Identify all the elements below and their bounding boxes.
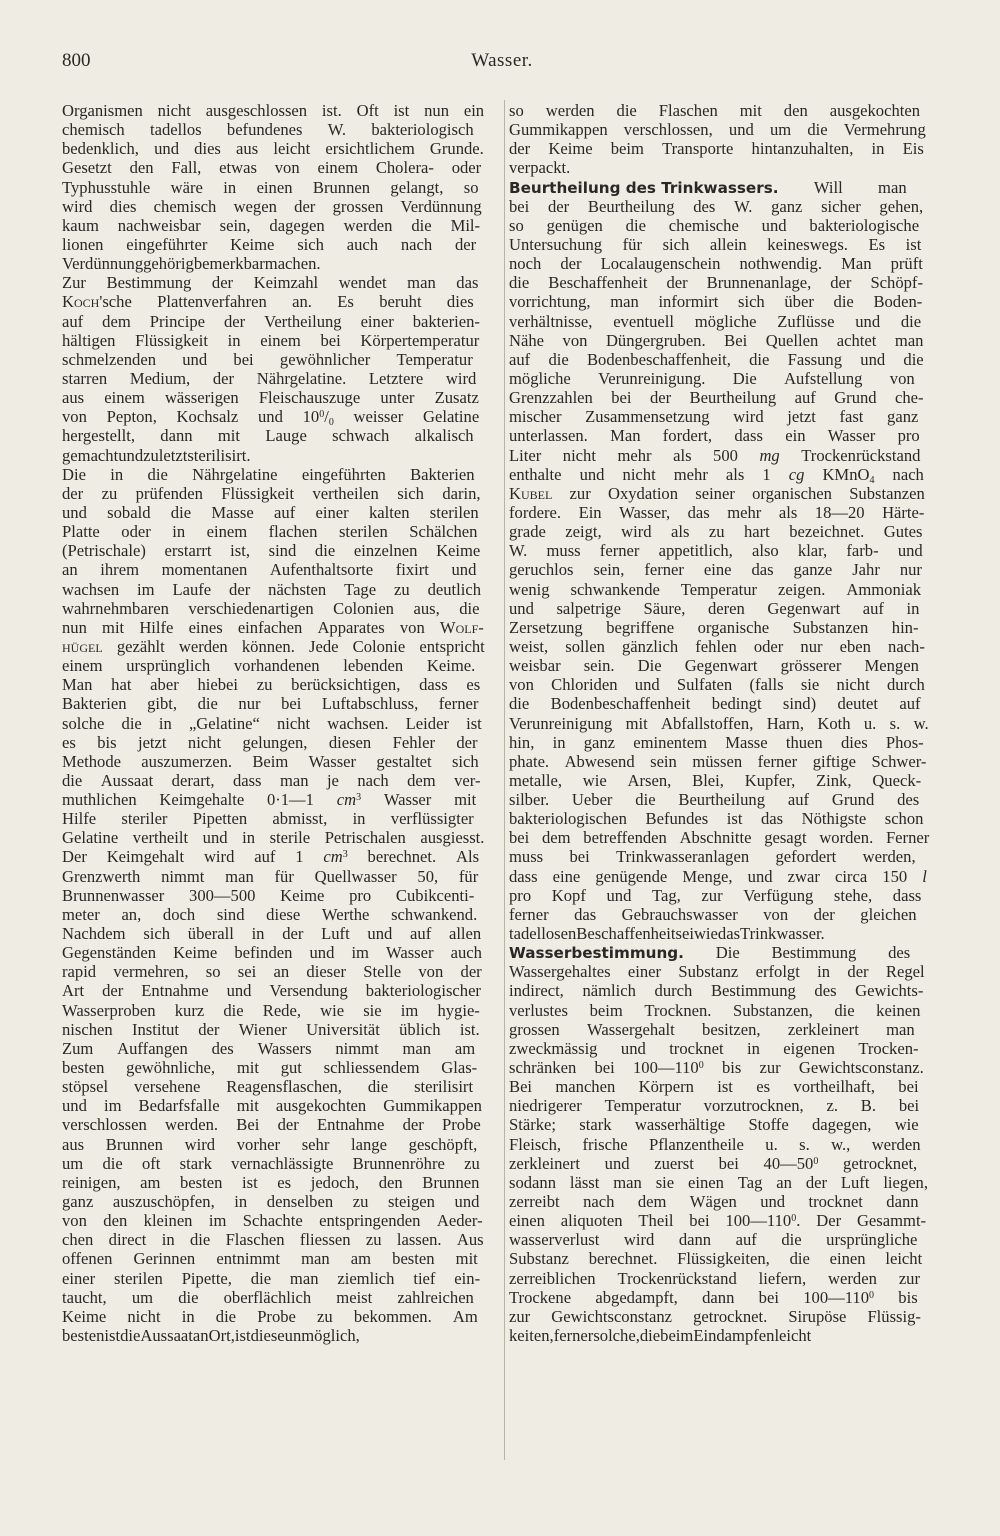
text-line: weisbar sein. Die Gegenwart grösserer Mengen bbox=[509, 656, 919, 676]
text-line: (Petrischale) erstarrt ist, sind die einzelnen Keime bbox=[62, 541, 481, 561]
text-line: Bakterien gibt, die nur bei Luftabschluss, ferner bbox=[62, 694, 479, 714]
text-line: pro Kopf und Tag, zur Verfügung stehe, dass bbox=[509, 885, 922, 905]
text-line: Nähe von Düngergruben. Bei Quellen achtet man bbox=[509, 330, 924, 350]
text-line: und sobald die Masse auf einer kalten sterilen bbox=[62, 502, 479, 522]
text-line: aus Brunnen wird vorher sehr lange geschöpft, bbox=[62, 1134, 478, 1154]
text-line: Nachdem sich überall in der Luft und auf allen bbox=[62, 924, 482, 944]
text-line: zur Gewichtsconstanz getrocknet. Sirupöse Flüssig- bbox=[509, 1306, 921, 1326]
text-line: grade zeigt, wird als zu hart bezeichnet. Gutes bbox=[509, 522, 923, 542]
text-line: hin, in ganz eminentem Masse thuen dies Phos- bbox=[509, 732, 924, 752]
text-line: Bei manchen Körpern ist es vortheilhaft, bei bbox=[509, 1077, 919, 1097]
text-line: silber. Ueber die Beurtheilung auf Grund des bbox=[509, 790, 920, 810]
text-line: Kubel zur Oxydation seiner organischen Substanzen bbox=[509, 483, 925, 503]
text-line: und salpetrige Säure, deren Gegenwart auf in bbox=[509, 598, 920, 618]
text-line: wenig schwankende Temperatur zeigen. Ammoniak bbox=[509, 579, 922, 599]
page-number: 800 bbox=[62, 50, 91, 71]
text-line: Typhusstuhle wäre in einen Brunnen gelangt, so bbox=[62, 177, 479, 197]
text-line: von den kleinen im Schachte entspringenden Aeder- bbox=[62, 1211, 483, 1231]
text-line: von Chloriden und Sulfaten (falls sie nicht durch bbox=[509, 675, 925, 695]
text-line: Zersetzung begriffene organische Substanzen hin- bbox=[509, 617, 919, 637]
text-line: der zu prüfenden Flüssigkeit vertheilen sich darin, bbox=[62, 483, 481, 503]
text-line: und im Bedarfsfalle mit ausgekochten Gummikappen bbox=[62, 1096, 482, 1116]
text-line: Grenzzahlen bei der Beurtheilung auf Grund che- bbox=[509, 388, 924, 408]
text-line: sodann lässt man sie einen Tag an der Luft liegen, bbox=[509, 1172, 929, 1192]
text-line: nischen Institut der Wiener Universität üblich ist. bbox=[62, 1019, 480, 1039]
text-line: zerkleinert und zuerst bei $40—50^0$ getrocknet, bbox=[509, 1153, 918, 1173]
text-line: ganz auszuschöpfen, in denselben zu steigen und bbox=[62, 1192, 480, 1212]
text-line: wasserverlust wird dann auf die ursprüngliche bbox=[509, 1230, 918, 1250]
text-line: enthalte und nicht mehr als 1 cg KMnO$_4$ nach bbox=[509, 464, 924, 484]
text-line: zerreibt nach dem Wägen und trocknet dann bbox=[509, 1192, 919, 1212]
text-line: Der Keimgehalt wird auf 1 $cm^3$ berechnet. Als bbox=[62, 847, 480, 867]
text-line: einer sterilen Pipette, die man ziemlich tief ein- bbox=[62, 1268, 481, 1288]
text-line: so genügen die chemische und bakteriologische bbox=[509, 215, 920, 235]
text-line: kaum nachweisbar sein, dagegen werden die Mil- bbox=[62, 215, 481, 235]
text-line: bei dem betreffenden Abschnitte gesagt worden. Ferner bbox=[509, 828, 930, 848]
text-line: die Beschaffenheit der Brunnenanlage, der Schöpf- bbox=[509, 273, 923, 293]
text-line: Koch'sche Plattenverfahren an. Es beruht dies bbox=[62, 292, 474, 312]
text-line: noch der Localaugenschein nothwendig. Man prüft bbox=[509, 254, 923, 274]
text-line: reinigen, am besten ist es jedoch, den Brunnen bbox=[62, 1172, 480, 1192]
text-line: Brunnenwasser 300—500 Keime pro Cubikcenti- bbox=[62, 885, 475, 905]
text-line: muss bei Trinkwasseranlagen gefordert werden, bbox=[509, 847, 916, 867]
text-line: gemacht und zuletzt sterilisirt. bbox=[62, 445, 251, 465]
text-line: metalle, wie Arsen, Blei, Kupfer, Zink, Queck- bbox=[509, 770, 922, 790]
text-line: chen direct in die Flaschen fliessen zu lassen. Aus bbox=[62, 1230, 484, 1250]
text-line: verhältnisse, eventuell mögliche Zuflüsse und die bbox=[509, 311, 922, 331]
text-line: einen aliquoten Theil bei $100—110^0$. Der Gesammt- bbox=[509, 1211, 927, 1231]
running-title: Wasser. bbox=[471, 50, 533, 71]
text-line: Gegenständen Keime befinden und im Wasser auch bbox=[62, 943, 482, 963]
text-line: Wasserbestimmung. Die Bestimmung des bbox=[509, 943, 911, 963]
text-line: auf die Bodenbeschaffenheit, die Fassung und die bbox=[509, 349, 924, 369]
column-divider bbox=[504, 100, 505, 1460]
text-line: stöpsel versehene Reagensflaschen, die sterilisirt bbox=[62, 1077, 474, 1097]
text-line: chemisch tadellos befundenes W. bakteriologisch bbox=[62, 120, 474, 140]
text-line: phate. Abwesend sein müssen ferner giftige Schwer- bbox=[509, 751, 927, 771]
text-line: schmelzenden und bei gewöhnlicher Temperatur bbox=[62, 349, 473, 369]
text-line: mischer Zusammensetzung wird jetzt fast ganz bbox=[509, 407, 919, 427]
text-line: Grenzwerth nimmt man für Quellwasser 50, für bbox=[62, 866, 479, 886]
text-line: weist, sollen gänzlich fehlen oder nur eben nach- bbox=[509, 636, 925, 656]
text-line: taucht, um die oberflächlich meist zahlreichen bbox=[62, 1287, 474, 1307]
text-line: meter an, doch sind diese Werthe schwankend. bbox=[62, 904, 478, 924]
text-line: W. muss ferner appetitlich, also klar, farb- und bbox=[509, 541, 923, 561]
text-line: vorrichtung, man informirt sich über die Boden- bbox=[509, 292, 923, 312]
text-line: Zum Auffangen des Wassers nimmt man am bbox=[62, 1038, 476, 1058]
text-line: Gesetzt den Fall, etwas von einem Cholera- oder bbox=[62, 158, 482, 178]
text-line: einem ursprünglich vorhandenen lebenden Keime. bbox=[62, 656, 476, 676]
text-line: Untersuchung für sich allein keineswegs. Es ist bbox=[509, 234, 922, 254]
text-line: hältigen Flüssigkeit in einem bei Körpertemperatur bbox=[62, 330, 480, 350]
text-line: Art der Entnahme und Versendung bakteriologischer bbox=[62, 981, 481, 1001]
text-line: Die in die Nährgelatine eingeführten Bakterien bbox=[62, 464, 475, 484]
text-line: schränken bei $100—110^0$ bis zur Gewichtsconstanz. bbox=[509, 1058, 924, 1078]
text-line: Man hat aber hiebei zu berücksichtigen, dass es bbox=[62, 675, 481, 695]
text-line: Wasserproben kurz die Rede, wie sie im hygie- bbox=[62, 1000, 480, 1020]
text-line: tadellosen Beschaffenheit sei wie das Trinkwasser. bbox=[509, 924, 825, 944]
text-line: verlustes beim Trocknen. Substanzen, die keinen bbox=[509, 1000, 921, 1020]
text-line: verpackt. bbox=[509, 158, 571, 178]
text-line: Liter nicht mehr als 500 mg Trockenrückstand bbox=[509, 445, 921, 465]
text-line: Gummikappen verschlossen, und um die Vermehrung bbox=[509, 120, 926, 140]
left-text-column bbox=[62, 101, 499, 1345]
text-line: an ihrem momentanen Aufenthaltsorte fixirt und bbox=[62, 560, 477, 580]
text-line: Substanz berechnet. Flüssigkeiten, die einen leicht bbox=[509, 1249, 923, 1269]
text-line: bei der Beurtheilung des W. ganz sicher gehen, bbox=[509, 196, 924, 216]
text-line: aus einem wässerigen Fleischauszuge unter Zusatz bbox=[62, 388, 479, 408]
text-line: Organismen nicht ausgeschlossen ist. Oft ist nun ein bbox=[62, 101, 485, 120]
text-line: indirect, nämlich durch Bestimmung des Gewichts- bbox=[509, 981, 924, 1001]
text-line: wahrnehmbaren verschiedenartigen Colonien aus, die bbox=[62, 598, 480, 618]
text-line: Verunreinigung mit Abfallstoffen, Harn, Koth u. s. w. bbox=[509, 713, 929, 733]
text-line: wachsen im Laufe der nächsten Tage zu deutlich bbox=[62, 579, 482, 599]
text-line: zerreiblichen Trockenrückstand liefern, werden zur bbox=[509, 1268, 921, 1288]
text-line: bedenklich, und dies aus leicht ersichtlichem Grunde. bbox=[62, 139, 484, 159]
text-line: so werden die Flaschen mit den ausgekochten bbox=[509, 101, 921, 120]
text-line: geruchlos sein, ferner eine das ganze Jahr nur bbox=[509, 560, 922, 580]
text-line: fordere. Ein Wasser, das mehr als 18—20 Härte- bbox=[509, 502, 925, 522]
text-line: starren Medium, der Nährgelatine. Letztere wird bbox=[62, 368, 477, 388]
text-line: Gelatine vertheilt und in sterile Petrischalen ausgiesst. bbox=[62, 828, 485, 848]
text-line: keiten, ferner solche, die beim Eindampfen leicht bbox=[509, 1326, 812, 1345]
text-line: unterlassen. Man fordert, dass ein Wasser pro bbox=[509, 426, 920, 446]
text-line: hergestellt, dann mit Lauge schwach alkalisch bbox=[62, 426, 474, 446]
text-line: muthlichen Keimgehalte 0·1—1 $cm^3$ Wasser mit bbox=[62, 790, 477, 810]
text-line: dass eine genügende Menge, und zwar circa 150 l bbox=[509, 866, 927, 886]
text-line: auf dem Principe der Vertheilung einer bakterien- bbox=[62, 311, 480, 331]
text-line: Fleisch, frische Pflanzentheile u. s. w., werden bbox=[509, 1134, 921, 1154]
text-line: ferner das Gebrauchswasser von der gleichen bbox=[509, 904, 917, 924]
right-text-column bbox=[509, 101, 942, 1345]
text-line: mögliche Verunreinigung. Die Aufstellung von bbox=[509, 368, 915, 388]
text-line: solche die in „Gelatine“ nicht wachsen. Leider ist bbox=[62, 713, 482, 733]
text-line: verschlossen werden. Bei der Entnahme der Probe bbox=[62, 1115, 481, 1135]
text-line: bakteriologischen Befundes ist das Nöthigste schon bbox=[509, 809, 924, 829]
text-line: Platte oder in einem flachen sterilen Schälchen bbox=[62, 522, 478, 542]
text-line: Methode auszumerzen. Beim Wasser gestaltet sich bbox=[62, 751, 479, 771]
text-line: es bis jetzt nicht gelungen, diesen Fehler der bbox=[62, 732, 478, 752]
text-line: besten ist die Aussaat an Ort, ist diese unmöglich, bbox=[62, 1326, 360, 1345]
text-line: von Pepton, Kochsalz und $10^0/_0$ weisser Gelatine bbox=[62, 407, 480, 427]
text-line: rapid vermehren, so sei an dieser Stelle von der bbox=[62, 962, 482, 982]
text-line: wird dies chemisch wegen der grossen Verdünnung bbox=[62, 196, 482, 216]
text-line: nun mit Hilfe eines einfachen Apparates von Wolf- bbox=[62, 617, 484, 637]
page-header bbox=[62, 50, 942, 74]
text-line: hügel gezählt werden können. Jede Colonie entspricht bbox=[62, 636, 485, 656]
text-line: die Bodenbeschaffenheit bedingt sind) deutet auf bbox=[509, 694, 921, 714]
text-line: Hilfe steriler Pipetten abmisst, in verflüssigter bbox=[62, 809, 474, 829]
text-line: Keime nicht in die Probe zu bekommen. Am bbox=[62, 1306, 478, 1326]
text-line: lionen eingeführter Keime sich auch nach der bbox=[62, 234, 477, 254]
text-line: um die oft stark vernachlässigte Brunnenröhre zu bbox=[62, 1153, 480, 1173]
text-line: Stärke; stark wasserhältige Stoffe dagegen, wie bbox=[509, 1115, 919, 1135]
text-line: Wassergehaltes einer Substanz erfolgt in der Regel bbox=[509, 962, 925, 982]
text-line: der Keime beim Transporte hintanzuhalten, in Eis bbox=[509, 139, 924, 159]
text-line: Beurtheilung des Trinkwassers. Will man bbox=[509, 177, 907, 197]
text-line: die Aussaat derart, dass man je nach dem ver- bbox=[62, 770, 481, 790]
text-line: zweckmässig und trocknet in eigenen Trocken- bbox=[509, 1038, 919, 1058]
text-line: niedrigerer Temperatur vorzutrocknen, z. B. bei bbox=[509, 1096, 920, 1116]
text-line: Verdünnung gehörig bemerkbar machen. bbox=[62, 254, 321, 274]
text-line: Trockene abgedampft, dann bei $100—110^0$ bis bbox=[509, 1287, 918, 1307]
text-line: offenen Gerinnen entnimmt man am besten mit bbox=[62, 1249, 478, 1269]
text-line: grossen Wassergehalt besitzen, zerkleinert man bbox=[509, 1019, 915, 1039]
text-line: besten gewöhnliche, mit gut schliessendem Glas- bbox=[62, 1058, 478, 1078]
text-line: Zur Bestimmung der Keimzahl wendet man das bbox=[62, 273, 479, 293]
